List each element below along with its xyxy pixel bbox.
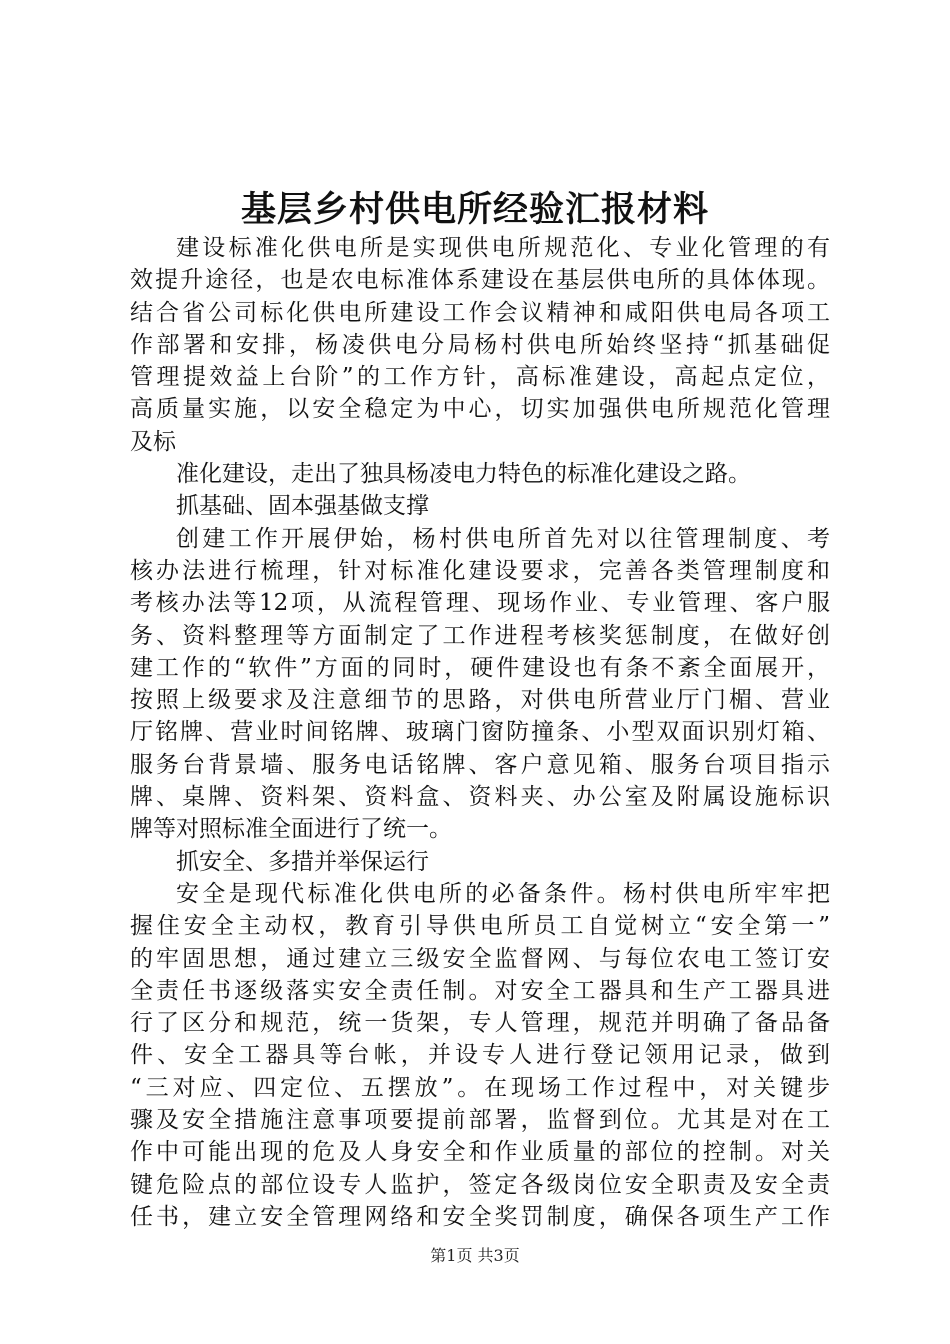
- page-footer: 第1页 共3页: [430, 1246, 520, 1265]
- paragraph-line: 高质量实施，以安全稳定为中心，切实加强供电所规范化管理: [130, 396, 830, 423]
- paragraph-line: 效提升途径，也是农电标准体系建设在基层供电所的具体体现。: [130, 267, 830, 294]
- paragraph-line: 务、资料整理等方面制定了工作进程考核奖惩制度，在做好创: [130, 622, 830, 649]
- paragraph-line: 建工作的“软件”方面的同时，硬件建设也有条不紊全面展开，: [130, 654, 830, 681]
- paragraph-line: 及标: [130, 428, 176, 455]
- paragraph-line: 核办法进行梳理，针对标准化建设要求，完善各类管理制度和: [130, 557, 830, 584]
- section-heading: 抓安全、多措并举保运行: [176, 848, 429, 875]
- paragraph-line: 的牢固思想，通过建立三级安全监督网、与每位农电工签订安: [130, 945, 830, 972]
- document-body: [130, 232, 830, 1233]
- paragraph-line: 作部署和安排，杨凌供电分局杨村供电所始终坚持“抓基础促: [130, 331, 830, 358]
- paragraph-line: 骤及安全措施注意事项要提前部署，监督到位。尤其是对在工: [130, 1107, 830, 1134]
- paragraph-line: 作中可能出现的危及人身安全和作业质量的部位的控制。对关: [130, 1139, 830, 1166]
- paragraph-line: 任书，建立安全管理网络和安全奖罚制度，确保各项生产工作: [130, 1203, 830, 1230]
- paragraph-line: 键危险点的部位设专人监护，签定各级岗位安全职责及安全责: [130, 1171, 830, 1198]
- section-heading: 抓基础、固本强基做支撑: [176, 493, 429, 520]
- paragraph-line: 件、安全工器具等台帐，并设专人进行登记领用记录，做到: [130, 1042, 830, 1069]
- paragraph-line: 考核办法等12项，从流程管理、现场作业、专业管理、客户服: [130, 590, 830, 617]
- paragraph-line: 按照上级要求及注意细节的思路，对供电所营业厅门楣、营业: [130, 687, 830, 714]
- paragraph-line: 握住安全主动权，教育引导供电所员工自觉树立“安全第一”: [130, 913, 830, 940]
- paragraph-line: 服务台背景墙、服务电话铭牌、客户意见箱、服务台项目指示: [130, 751, 830, 778]
- paragraph-line: “三对应、四定位、五摆放”。在现场工作过程中，对关键步: [130, 1074, 830, 1101]
- document-title: 基层乡村供电所经验汇报材料: [240, 189, 709, 230]
- paragraph-line: 管理提效益上台阶”的工作方针，高标准建设，高起点定位，: [130, 364, 830, 391]
- paragraph-line: 准化建设，走出了独具杨凌电力特色的标准化建设之路。: [176, 461, 751, 488]
- paragraph-line: 牌、桌牌、资料架、资料盒、资料夹、办公室及附属设施标识: [130, 784, 830, 811]
- paragraph-line: 全责任书逐级落实安全责任制。对安全工器具和生产工器具进: [130, 977, 830, 1004]
- paragraph-line: 安全是现代标准化供电所的必备条件。杨村供电所牢牢把: [176, 880, 830, 907]
- paragraph-line: 厅铭牌、营业时间铭牌、玻璃门窗防撞条、小型双面识别灯箱、: [130, 719, 830, 746]
- paragraph-line: 创建工作开展伊始，杨村供电所首先对以往管理制度、考: [176, 525, 830, 552]
- paragraph-line: 行了区分和规范，统一货架，专人管理，规范并明确了备品备: [130, 1010, 830, 1037]
- paragraph-line: 建设标准化供电所是实现供电所规范化、专业化管理的有: [176, 235, 830, 261]
- paragraph-line: 结合省公司标化供电所建设工作会议精神和咸阳供电局各项工: [130, 299, 830, 326]
- paragraph-line: 牌等对照标准全面进行了统一。: [130, 816, 452, 843]
